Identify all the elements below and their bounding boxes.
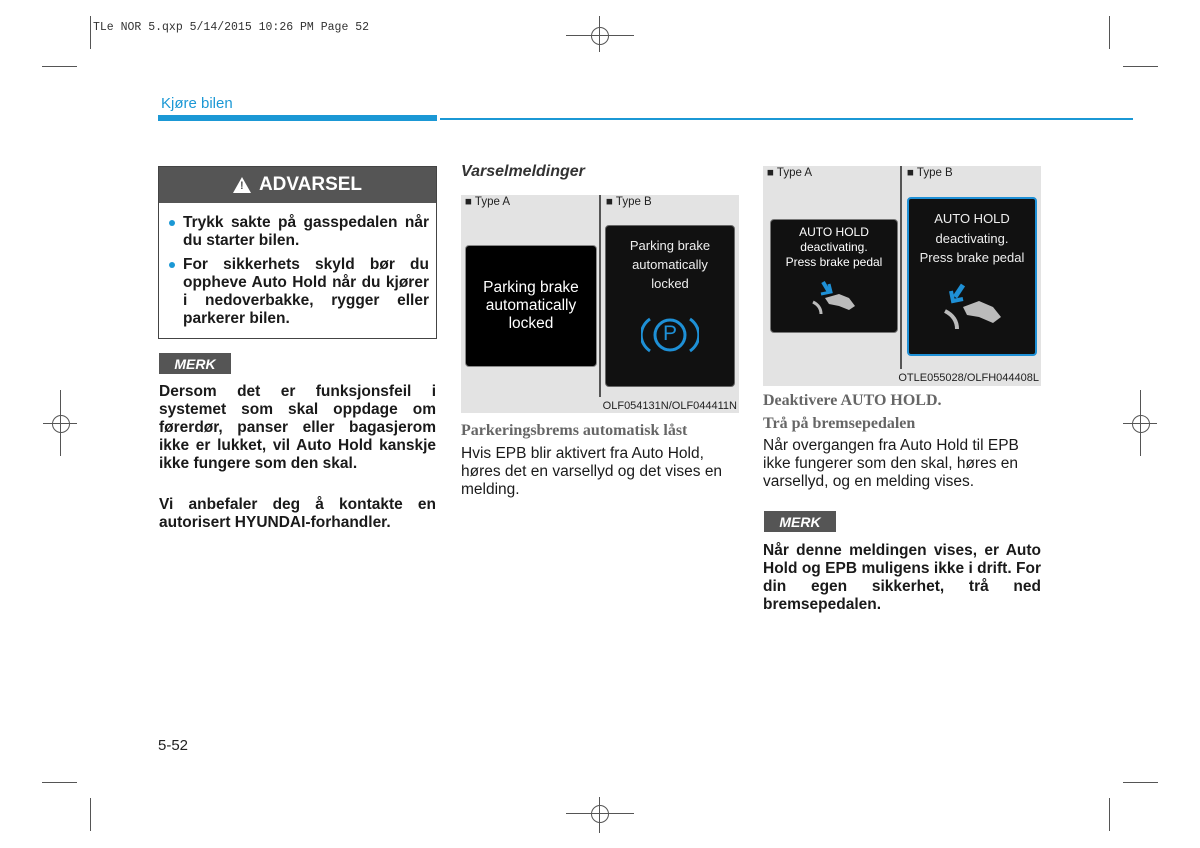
screen-text-line: automatically xyxy=(632,257,708,272)
screen-text-line: automatically xyxy=(485,297,577,314)
screen-text-line: Parking brake xyxy=(483,279,579,296)
screen-text-line: Parking brake xyxy=(629,238,711,253)
column-title: Varselmeldinger xyxy=(461,163,585,180)
screen-text-line: Press brake pedal xyxy=(919,250,1025,265)
screen-text-line: locked xyxy=(508,315,554,332)
parking-brake-symbol: P xyxy=(662,322,677,345)
body-text: Når overgangen fra Auto Hold til EPB ikke fungerer som den skal, høres en varsellyd, og en melding vises. xyxy=(763,437,1019,490)
figure-divider xyxy=(900,166,902,369)
crop-mark xyxy=(1123,782,1158,783)
body-text: Hvis EPB blir aktivert fra Auto Hold, høres det en varsellyd og det vises en melding. xyxy=(461,445,723,498)
warning-box xyxy=(158,166,437,339)
warning-item: Trykk sakte på gasspedalen når du starter bilen. xyxy=(167,214,429,250)
screen-text-line: locked xyxy=(651,276,689,291)
brake-pedal-icon xyxy=(941,283,1005,336)
warning-header xyxy=(159,167,436,203)
section-rule-thick xyxy=(158,115,437,121)
subsection-heading: Deaktivere AUTO HOLD. xyxy=(763,392,942,409)
screen-text-line: deactivating. xyxy=(800,240,868,254)
warning-triangle-icon: ! xyxy=(233,177,251,193)
display-screen-type-a xyxy=(770,219,898,333)
print-slug: TLe NOR 5.qxp 5/14/2015 10:26 PM Page 52 xyxy=(93,21,370,34)
screen-text-line: AUTO HOLD xyxy=(934,211,1010,226)
crop-mark xyxy=(42,66,77,67)
note-paragraph: Når denne meldingen vises, er Auto Hold og EPB muligens ikke i drift. For din egen sikkerhet, trå ned bremsepedalen. xyxy=(763,542,1041,613)
figure-type-b-label: ■ Type B xyxy=(606,196,652,208)
figure-divider xyxy=(599,195,601,397)
warning-list xyxy=(167,214,429,334)
crop-mark xyxy=(1109,16,1110,49)
note-paragraph: Vi anbefaler deg å kontakte en autorisert HYUNDAI-forhandler. xyxy=(159,496,436,531)
warning-heading: ADVARSEL xyxy=(258,174,363,195)
note-paragraph: Dersom det er funksjonsfeil i systemet som skal oppdage om førerdør, panser eller bagasjerom ikke er lukket, vil Auto Hold kanskje ikke fungere som den skal. xyxy=(159,383,436,472)
crop-mark xyxy=(90,16,91,49)
screen-text-line: deactivating. xyxy=(935,230,1009,246)
brake-pedal-icon xyxy=(809,280,859,321)
section-title: Kjøre bilen xyxy=(161,95,233,112)
figure-type-a-label: ■ Type A xyxy=(465,196,511,208)
figure-type-a-label: ■ Type A xyxy=(767,167,813,179)
screen-text-line: Press brake pedal xyxy=(785,255,883,269)
figure-parking-brake xyxy=(461,195,739,413)
figure-code: OLF054131N/OLF044411N xyxy=(602,400,737,412)
crop-mark xyxy=(1109,798,1110,831)
warning-item: For sikkerhets skyld bør du oppheve Auto Hold når du kjører i nedoverbakke, rygger eller parkerer bilen. xyxy=(167,256,429,328)
screen-text-line: AUTO HOLD xyxy=(799,225,869,239)
page-number: 5-52 xyxy=(158,737,189,754)
crop-mark xyxy=(42,782,77,783)
parking-brake-icon xyxy=(641,314,699,356)
note-badge: MERK xyxy=(159,353,231,374)
display-screen-type-b xyxy=(605,225,735,387)
figure-auto-hold xyxy=(763,166,1041,386)
section-rule-thin xyxy=(440,118,1133,120)
crop-mark xyxy=(1123,66,1158,67)
subsection-heading: Parkeringsbrems automatisk låst xyxy=(461,422,688,439)
display-screen-type-b xyxy=(907,197,1037,356)
display-screen-type-a xyxy=(465,245,597,367)
figure-code: OTLE055028/OLFH044408L xyxy=(898,372,1039,384)
subsection-subheading: Trå på bremsepedalen xyxy=(763,415,916,432)
crop-mark xyxy=(90,798,91,831)
note-badge: MERK xyxy=(764,511,836,532)
figure-type-b-label: ■ Type B xyxy=(907,167,953,179)
